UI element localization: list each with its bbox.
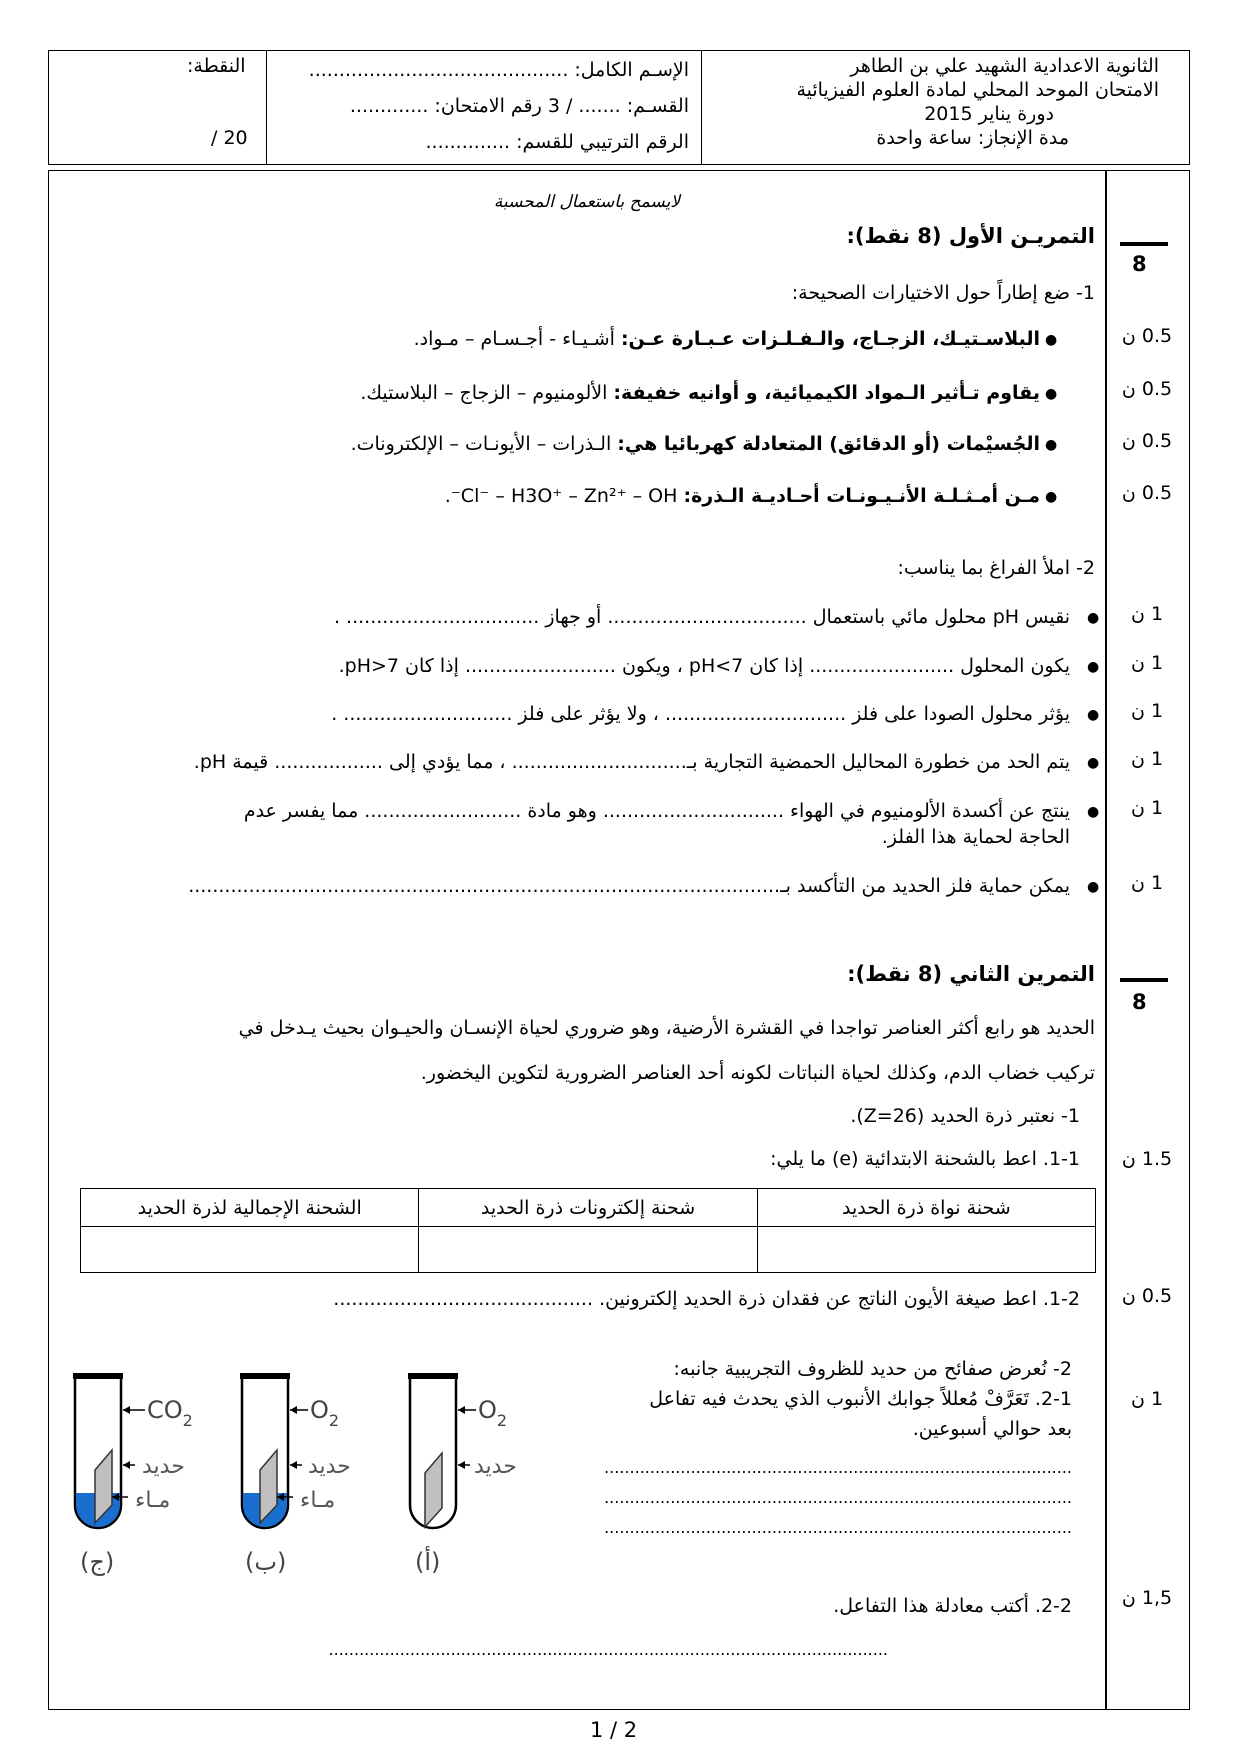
item-points: 1 ن bbox=[1130, 652, 1164, 674]
gas-formula: O bbox=[478, 1396, 497, 1424]
fill-item-4[interactable]: يتم الحد من خطورة المحاليل الحمضية التجارية بـ............................. ، مما يؤدي إلى .................. قيمة pH. bbox=[193, 751, 1070, 773]
exam-header bbox=[48, 50, 1190, 165]
gas-label-b bbox=[310, 1396, 339, 1430]
bullet-icon: ● bbox=[1045, 386, 1058, 402]
fill-item-6[interactable]: يمكن حماية فلز الحديد من التأكسد بـ.................................................................................................. bbox=[188, 875, 1070, 897]
gas-subscript: 2 bbox=[328, 1411, 340, 1430]
header-divider bbox=[266, 51, 267, 164]
bullet-icon: ● bbox=[1087, 610, 1100, 626]
iron-label: حديد bbox=[474, 1454, 517, 1479]
grade-total[interactable]: 20 / bbox=[211, 127, 248, 149]
item-points: 1,5 ن bbox=[1121, 1587, 1173, 1609]
mcq-prompt: يقاوم تـأثير الـمواد الكيميائية، و أوانيه خفيفة: bbox=[613, 382, 1040, 404]
fill-item-5-cont: الحاجة لحماية هذا الفلز. bbox=[881, 826, 1070, 848]
water-label: مـاء bbox=[135, 1488, 171, 1513]
tube-a bbox=[408, 1373, 476, 1528]
exercise1-points: 8 bbox=[1132, 252, 1147, 276]
mcq-item-4 bbox=[445, 485, 1040, 507]
exercise1-q2: 2- املأ الفراغ بما يناسب: bbox=[897, 557, 1095, 579]
exam-duration: مدة الإنجاز: ساعة واحدة bbox=[876, 127, 1069, 149]
item-points: 1 ن bbox=[1130, 1388, 1164, 1410]
test-tubes-diagram bbox=[60, 1365, 540, 1580]
exercise1-title: التمريـن الأول (8 نقط): bbox=[846, 224, 1095, 248]
bullet-icon: ● bbox=[1087, 707, 1100, 723]
gas-label-a bbox=[478, 1396, 507, 1430]
exercise2-q2: 2- نُعرض صفائح من حديد للظروف التجريبية جانبه: bbox=[673, 1358, 1072, 1380]
answer-line[interactable]: ............................................................................................ bbox=[604, 1458, 1072, 1477]
gas-formula: CO bbox=[147, 1396, 183, 1424]
item-points: 1 ن bbox=[1130, 748, 1164, 770]
class-field[interactable]: القسـم: ....... / 3 رقم الامتحان: ............. bbox=[349, 95, 689, 117]
tube-label-c: (ج) bbox=[80, 1548, 115, 1576]
points-column-divider bbox=[1105, 170, 1107, 1710]
iron-label: حديد bbox=[308, 1454, 351, 1479]
score-bar bbox=[1120, 242, 1168, 246]
mcq-prompt: الجُسيْمات (أو الدقائق) المتعادلة كهربائيا هي: bbox=[617, 433, 1040, 455]
tube-label-b: (ب) bbox=[245, 1548, 287, 1576]
mcq-item-1 bbox=[414, 328, 1040, 350]
answer-cell[interactable] bbox=[419, 1227, 757, 1273]
item-points: 0.5 ن bbox=[1121, 378, 1173, 400]
item-points: 1 ن bbox=[1130, 700, 1164, 722]
mcq-options[interactable]: أشـيـاء - أجـسـام – مـواد. bbox=[413, 328, 621, 350]
fill-item-2[interactable]: يكون المحلول ........................ إذا كان pH<7 ، ويكون ......................... إذا كان pH>7. bbox=[338, 655, 1070, 677]
tube-b bbox=[240, 1373, 308, 1528]
answer-cell[interactable] bbox=[757, 1227, 1095, 1273]
bullet-icon: ● bbox=[1087, 804, 1100, 820]
mcq-item-2 bbox=[360, 382, 1040, 404]
item-points: 0.5 ن bbox=[1121, 482, 1173, 504]
exercise2-q1-1: 1-1. اعط بالشحنة الابتدائية (e) ما يلي: bbox=[770, 1148, 1080, 1170]
bullet-icon: ● bbox=[1087, 755, 1100, 771]
fill-item-1[interactable]: نقيس pH محلول مائي باستعمال ................................. أو جهاز ................................ . bbox=[333, 606, 1070, 628]
bullet-icon: ● bbox=[1045, 437, 1058, 453]
mcq-options[interactable]: الـذرات – الأيونـات – الإلكترونات. bbox=[350, 433, 618, 455]
mcq-prompt: البلاسـتيـك، الزجـاج، والـفـلـزات عـبـارة عـن: bbox=[620, 328, 1040, 350]
iron-charge-table bbox=[80, 1188, 1096, 1273]
item-points: 0.5 ن bbox=[1121, 1285, 1173, 1307]
exercise2-q1-2[interactable]: 1-2. اعط صيغة الأيون الناتج عن فقدان ذرة الحديد إلكترونين. ........................................... bbox=[333, 1288, 1080, 1310]
score-bar bbox=[1120, 978, 1168, 982]
mcq-options[interactable]: Cl⁻ – H3O⁺ – Zn²⁺ – OH⁻. bbox=[444, 485, 684, 507]
gas-subscript: 2 bbox=[182, 1411, 193, 1430]
bullet-icon: ● bbox=[1087, 879, 1100, 895]
page-number: 1 / 2 bbox=[590, 1718, 638, 1742]
item-points: 1 ن bbox=[1130, 872, 1164, 894]
answer-cell[interactable] bbox=[81, 1227, 419, 1273]
fill-item-5[interactable]: ينتج عن أكسدة الألومنيوم في الهواء .............................. وهو مادة .......................... مما يفسر عدم bbox=[243, 800, 1070, 822]
water-label: مـاء bbox=[300, 1488, 336, 1513]
item-points: 0.5 ن bbox=[1121, 325, 1173, 347]
answer-line[interactable]: ............................................................................................ bbox=[604, 1488, 1072, 1507]
answer-line[interactable]: ............................................................................................ bbox=[604, 1518, 1072, 1537]
gas-subscript: 2 bbox=[496, 1411, 508, 1430]
exercise2-title: التمرين الثاني (8 نقط): bbox=[847, 962, 1095, 986]
iron-plate bbox=[425, 1453, 442, 1527]
item-points: 1 ن bbox=[1130, 603, 1164, 625]
exercise2-points: 8 bbox=[1132, 990, 1147, 1014]
item-points: 1.5 ن bbox=[1121, 1148, 1173, 1170]
table-header: شحنة إلكترونات ذرة الحديد bbox=[419, 1189, 757, 1227]
name-field[interactable]: الإسـم الكامل: ........................................... bbox=[308, 59, 689, 81]
table-header: شحنة نواة ذرة الحديد bbox=[757, 1189, 1095, 1227]
exercise1-q1: 1- ضع إطاراً حول الاختيارات الصحيحة: bbox=[791, 282, 1095, 304]
exercise2-q2-1-cont: بعد حوالي أسبوعين. bbox=[912, 1418, 1072, 1440]
iron-label: حديد bbox=[142, 1454, 185, 1479]
exercise2-q2-2: 2-2. أكتب معادلة هذا التفاعل. bbox=[833, 1595, 1072, 1617]
bullet-icon: ● bbox=[1087, 659, 1100, 675]
mcq-prompt: مـن أمـثـلـة الأنـيـونـات أحـاديـة الـذرة: bbox=[683, 485, 1040, 507]
table-header: الشحنة الإجمالية لذرة الحديد bbox=[81, 1189, 419, 1227]
item-points: 0.5 ن bbox=[1121, 430, 1173, 452]
exam-title: الامتحان الموحد المحلي لمادة العلوم الفيزيائية bbox=[796, 79, 1159, 101]
calculator-note: لايسمح باستعمال المحسبة bbox=[493, 192, 680, 212]
item-points: 1 ن bbox=[1130, 797, 1164, 819]
header-divider bbox=[701, 51, 702, 164]
exercise2-intro-1: الحديد هو رابع أكثر العناصر تواجدا في القشرة الأرضية، وهو ضروري لحياة الإنسـان والحيـوان بحيث يـدخل في bbox=[238, 1017, 1095, 1039]
school-name: الثانوية الاعدادية الشهيد علي بن الطاهر bbox=[850, 55, 1159, 77]
gas-formula: O bbox=[310, 1396, 329, 1424]
tube-label-a: (أ) bbox=[415, 1548, 441, 1576]
bullet-icon: ● bbox=[1045, 489, 1058, 505]
exam-session: دورة يناير 2015 bbox=[924, 103, 1054, 125]
bullet-icon: ● bbox=[1045, 332, 1058, 348]
grade-label: النقطة: bbox=[187, 55, 246, 77]
gas-label-c bbox=[147, 1396, 193, 1430]
answer-line[interactable]: .............................................................................................................. bbox=[328, 1640, 888, 1659]
mcq-options[interactable]: الألومنيوم – الزجاج – البلاستيك. bbox=[360, 382, 614, 404]
rank-field[interactable]: الرقم الترتيبي للقسم: .............. bbox=[425, 131, 689, 153]
exercise2-q1: 1- نعتبر ذرة الحديد (Z=26). bbox=[850, 1105, 1080, 1127]
exercise2-q2-1: 2-1. تَعَرَّفْ مُعللاً جوابك الأنبوب الذي يحدث فيه تفاعل bbox=[649, 1388, 1072, 1410]
exercise2-intro-2: تركيب خضاب الدم، وكذلك لحياة النباتات لكونه أحد العناصر الضرورية لتكوين اليخضور. bbox=[420, 1062, 1095, 1084]
mcq-item-3 bbox=[351, 433, 1040, 455]
fill-item-3[interactable]: يؤثر محلول الصودا على فلز .............................. ، ولا يؤثر على فلز ............................ . bbox=[331, 703, 1070, 725]
